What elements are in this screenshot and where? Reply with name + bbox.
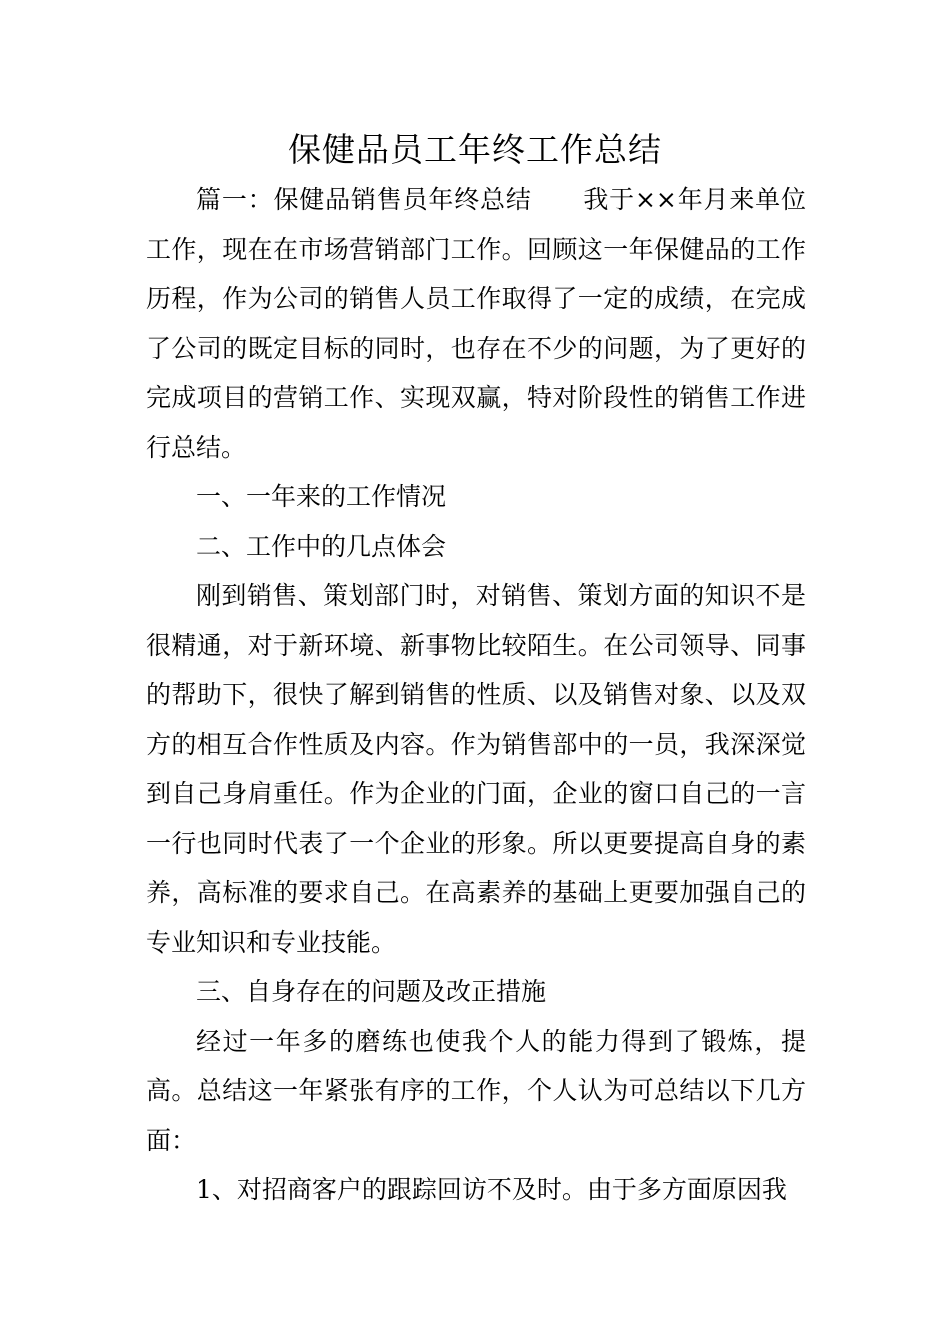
document-title: 保健品员工年终工作总结 [288, 130, 662, 169]
document-body [146, 175, 806, 1215]
paragraph-summary: 经过一年多的磨练也使我个人的能力得到了锻炼，提高。总结这一年紧张有序的工作，个人认为可总结以下几方面： [146, 1026, 806, 1155]
heading-section-1: 一、一年来的工作情况 [196, 482, 447, 511]
heading-section-2: 二、工作中的几点体会 [196, 531, 447, 561]
paragraph-experience: 刚到销售、策划部门时，对销售、策划方面的知识不是很精通，对于新环境、新事物比较陌生。在公司领导、同事的帮助下，很快了解到销售的性质、以及销售对象、以及双方的相互合作性质及内容。作为销售部中的一员，我深深觉到自己身肩重任。作为企业的门面，企业的窗口自己的一言一行也同时代表了一个企业的形象。所以更要提高自身的素养，高标准的要求自己。在高素养的基础上更要加强自己的专业知识和专业技能。 [146, 581, 806, 957]
heading-section-3: 三、自身存在的问题及改正措施 [196, 977, 547, 1006]
list-item-1: 1、对招商客户的跟踪回访不及时。由于多方面原因我 [196, 1175, 787, 1204]
paragraph-intro: 篇一：保健品销售员年终总结 我于××年月来单位工作，现在在市场营销部门工作。回顾这一年保健品的工作历程，作为公司的销售人员工作取得了一定的成绩，在完成了公司的既定目标的同时，也存在不少的问题，为了更好的完成项目的营销工作、实现双赢，特对阶段性的销售工作进行总结。 [146, 185, 806, 462]
